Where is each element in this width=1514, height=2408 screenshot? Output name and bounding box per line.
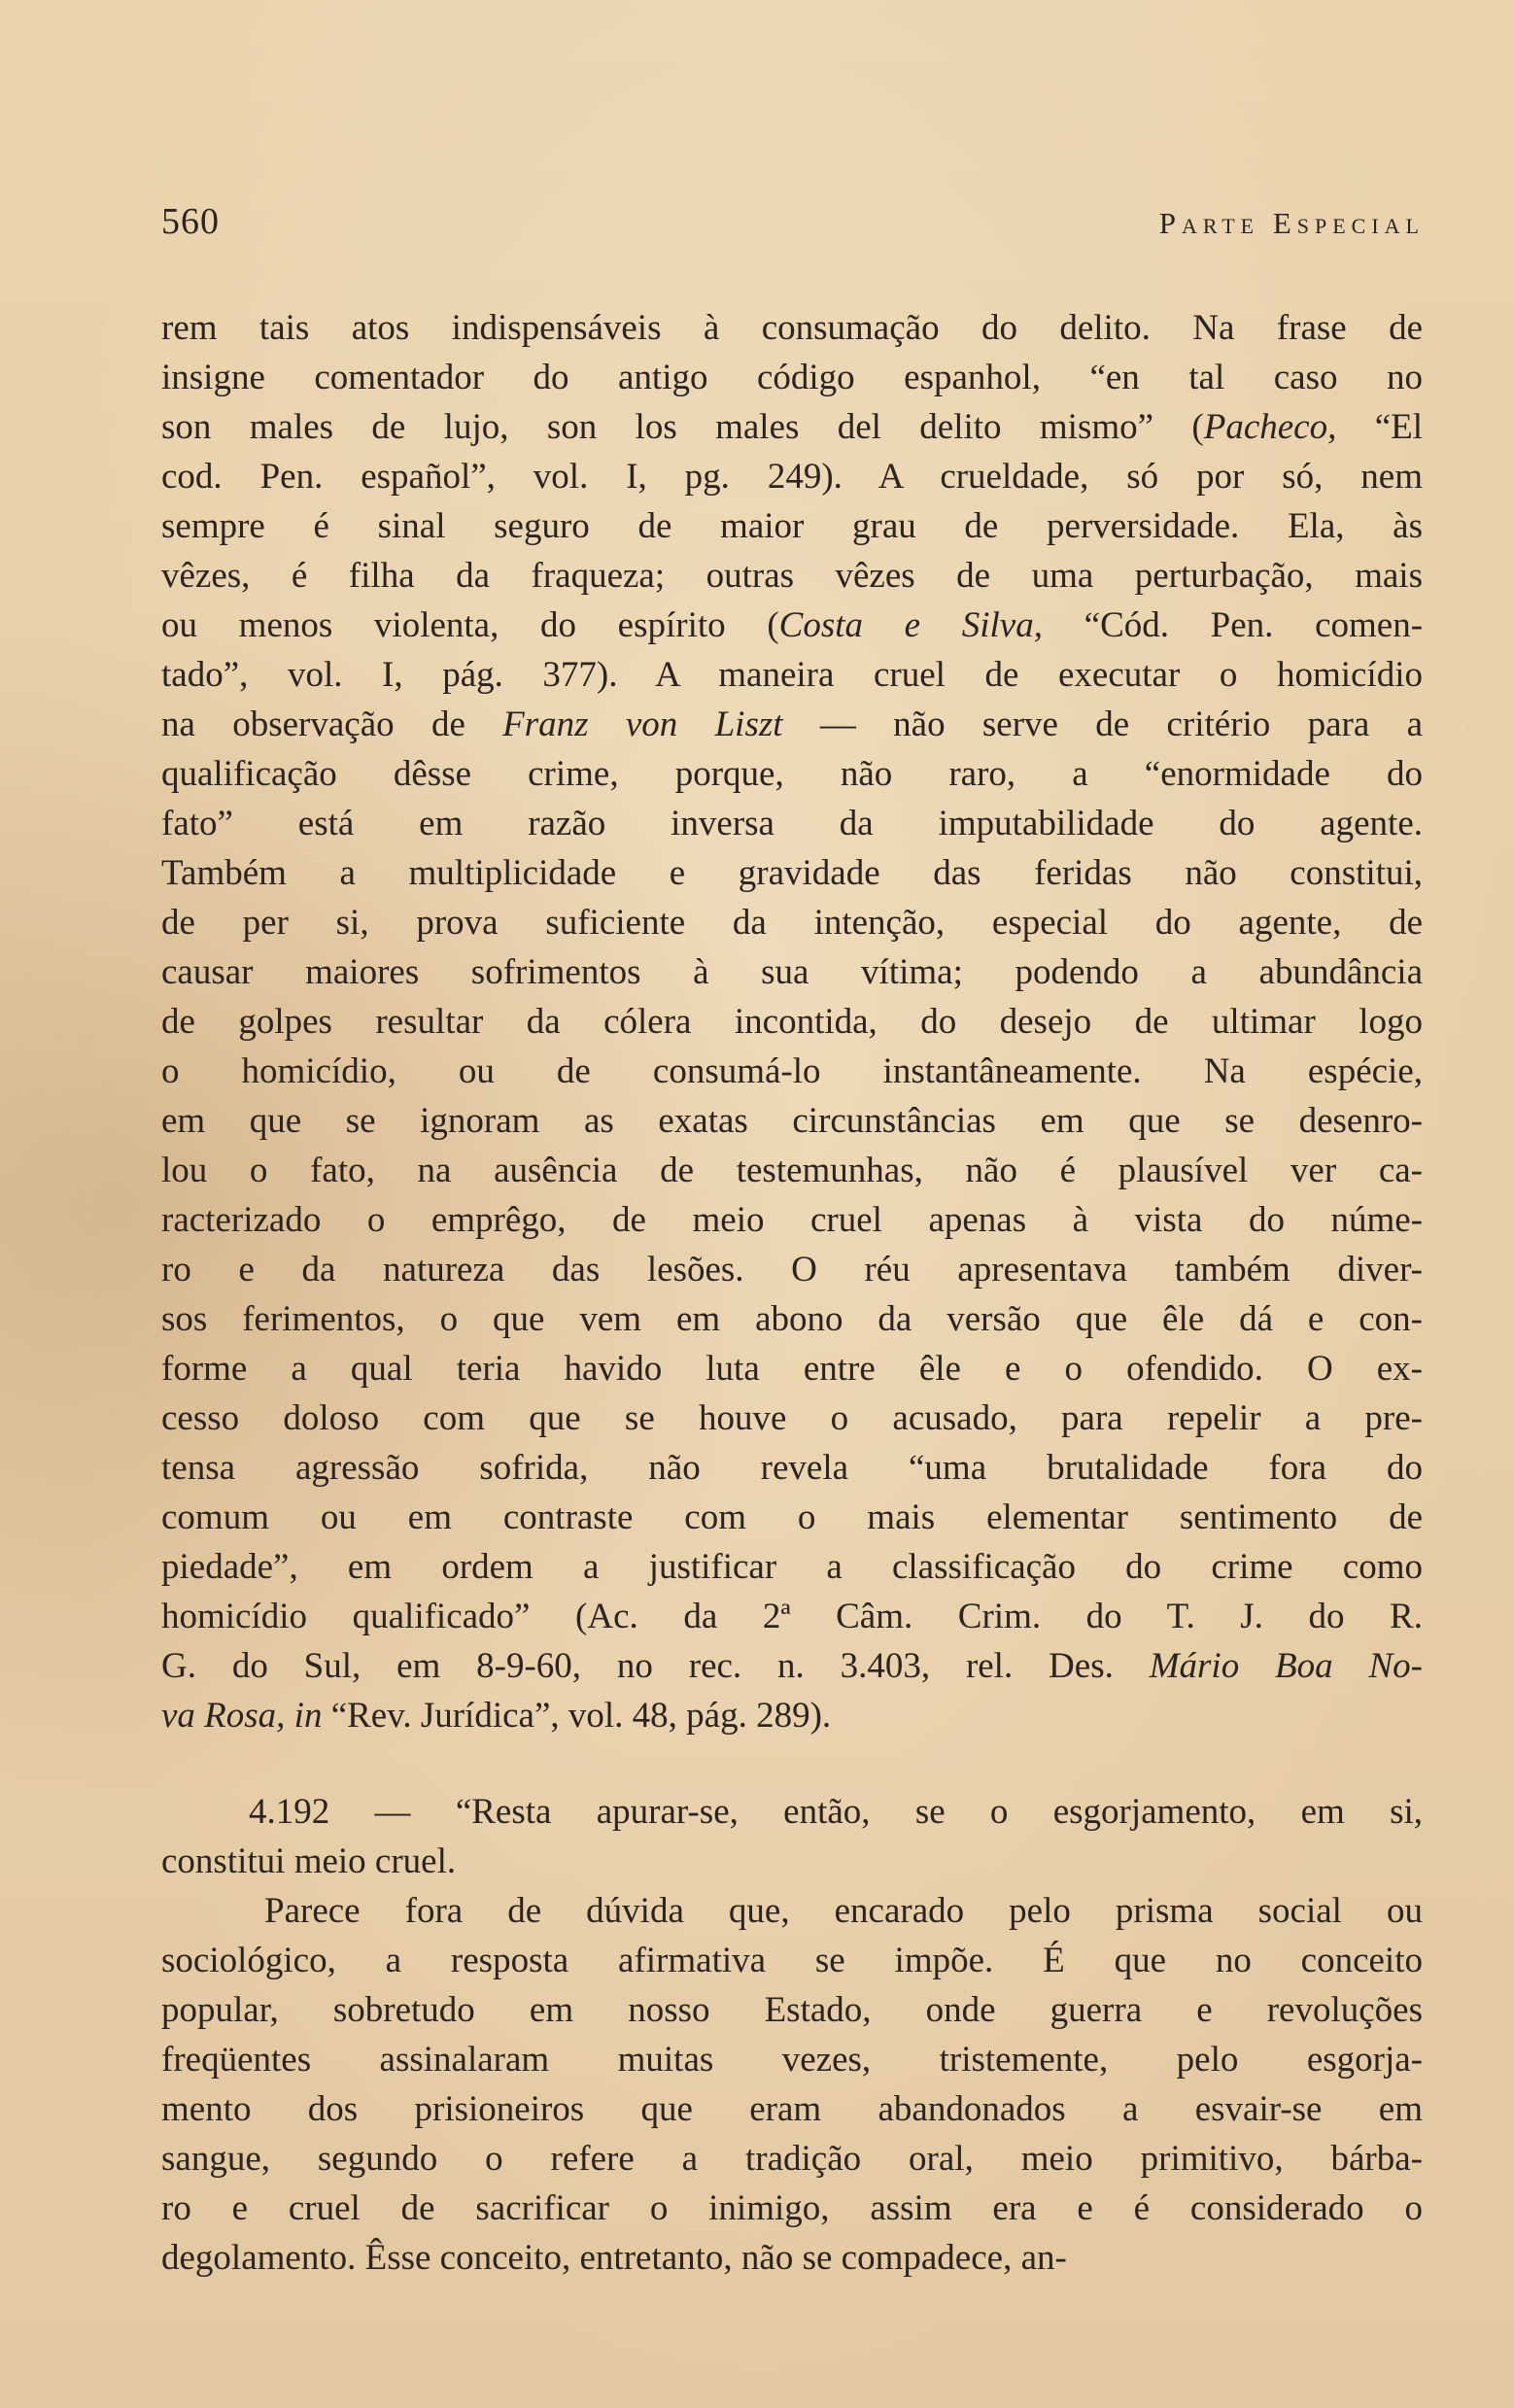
- text-line: sempre é sinal seguro de maior grau de perversidade. Ela, às: [161, 506, 1423, 546]
- text-line: de per si, prova suficiente da intenção, especial do agente, de: [161, 903, 1423, 943]
- text-line: degolamento. Êsse conceito, entretanto, não se compadece, an-: [161, 2238, 1067, 2278]
- body-text: [161, 303, 1423, 2283]
- text-line: Também a multiplicidade e gravidade das feridas não constitui,: [161, 853, 1423, 893]
- text-line: ou menos violenta, do espírito (Costa e Silva, “Cód. Pen. comen-: [161, 605, 1423, 645]
- text-line: lou o fato, na ausência de testemunhas, não é plausível ver ca-: [161, 1151, 1423, 1190]
- page-number: 560: [161, 201, 220, 242]
- text-line: cod. Pen. español”, vol. I, pg. 249). A crueldade, só por só, nem: [161, 457, 1423, 497]
- text-line: cesso doloso com que se houve o acusado, para repelir a pre-: [161, 1398, 1423, 1438]
- text-line: constitui meio cruel.: [161, 1841, 457, 1881]
- text-line: sociológico, a resposta afirmativa se impõe. É que no conceito: [161, 1941, 1423, 1980]
- text-line: ro e cruel de sacrificar o inimigo, assim era e é considerado o: [161, 2188, 1423, 2228]
- text-line: insigne comentador do antigo código espanhol, “en tal caso no: [161, 358, 1423, 397]
- text-line: rem tais atos indispensáveis à consumação do delito. Na frase de: [161, 308, 1423, 348]
- text-line: comum ou em contraste com o mais elementar sentimento de: [161, 1497, 1423, 1537]
- text-line: tado”, vol. I, pág. 377). A maneira cruel de executar o homicídio: [161, 655, 1423, 695]
- running-head: Parte Especial: [1158, 206, 1425, 240]
- paragraph-1: [161, 303, 1423, 1740]
- text-line: homicídio qualificado” (Ac. da 2ª Câm. Crim. do T. J. do R.: [161, 1597, 1423, 1636]
- text-line: tensa agressão sofrida, não revela “uma brutalidade fora do: [161, 1448, 1423, 1488]
- text-line: 4.192 — “Resta apurar-se, então, se o esgorjamento, em si,: [249, 1792, 1423, 1832]
- text-line: ro e da natureza das lesões. O réu apresentava também diver-: [161, 1250, 1423, 1290]
- text-line: na observação de Franz von Liszt — não serve de critério para a: [161, 705, 1423, 744]
- text-line: vêzes, é filha da fraqueza; outras vêzes de uma perturbação, mais: [161, 556, 1423, 596]
- text-line: de golpes resultar da cólera incontida, do desejo de ultimar logo: [161, 1002, 1423, 1042]
- page-header: [161, 200, 1425, 249]
- text-line: forme a qual teria havido luta entre êle e o ofendido. O ex-: [161, 1349, 1423, 1389]
- text-line: G. do Sul, em 8-9-60, no rec. n. 3.403, rel. Des. Mário Boa No-: [161, 1646, 1423, 1686]
- text-line: sangue, segundo o refere a tradição oral, meio primitivo, bárba-: [161, 2139, 1423, 2179]
- text-line: fato” está em razão inversa da imputabilidade do agente.: [161, 804, 1423, 843]
- text-line: o homicídio, ou de consumá-lo instantâneamente. Na espécie,: [161, 1051, 1423, 1091]
- text-line: Parece fora de dúvida que, encarado pelo prisma social ou: [264, 1891, 1423, 1931]
- text-line: em que se ignoram as exatas circunstâncias em que se desenro-: [161, 1101, 1423, 1141]
- text-line: son males de lujo, son los males del delito mismo” (Pacheco, “El: [161, 407, 1423, 447]
- text-line: mento dos prisioneiros que eram abandonados a esvair-se em: [161, 2089, 1423, 2129]
- text-line: freqüentes assinalaram muitas vezes, tristemente, pelo esgorja-: [161, 2040, 1423, 2080]
- paragraph-3: [161, 1886, 1423, 2283]
- text-line: sos ferimentos, o que vem em abono da versão que êle dá e con-: [161, 1299, 1423, 1339]
- text-line: popular, sobretudo em nosso Estado, onde guerra e revoluções: [161, 1990, 1423, 2030]
- text-line: causar maiores sofrimentos à sua vítima; podendo a abundância: [161, 952, 1423, 992]
- text-line: va Rosa, in “Rev. Jurídica”, vol. 48, pág. 289).: [161, 1696, 832, 1736]
- text-line: racterizado o emprêgo, de meio cruel apenas à vista do núme-: [161, 1200, 1423, 1240]
- text-line: qualificação dêsse crime, porque, não raro, a “enormidade do: [161, 754, 1423, 794]
- paragraph-2: [161, 1787, 1423, 1886]
- text-line: piedade”, em ordem a justificar a classificação do crime como: [161, 1547, 1423, 1587]
